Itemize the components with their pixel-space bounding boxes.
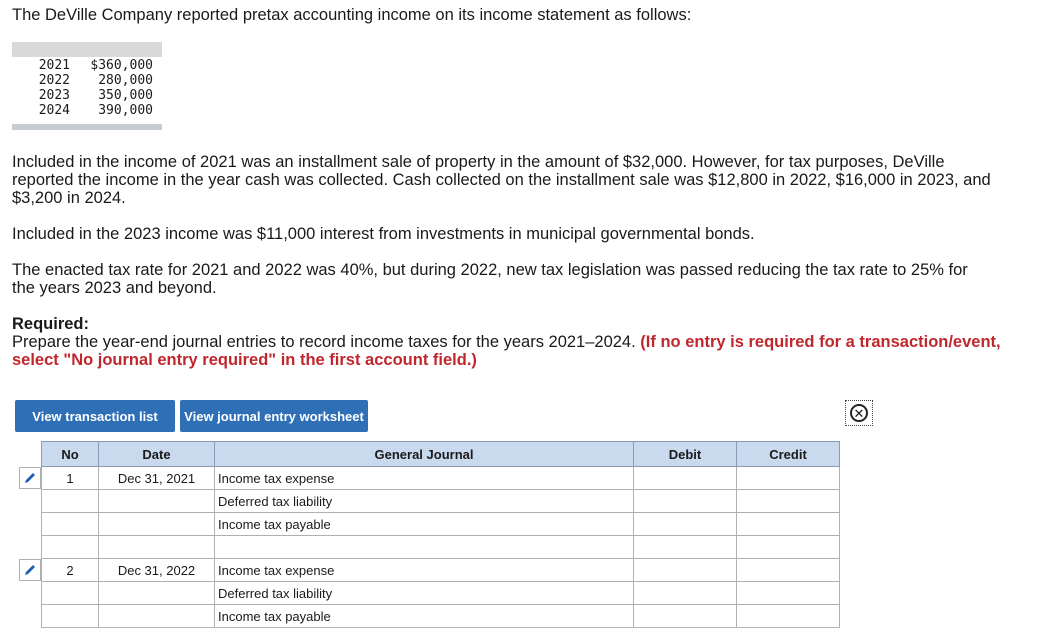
income-amount: 350,000 [98,88,153,103]
table-row [42,605,840,628]
income-year: 2022 [38,73,70,88]
income-data-box [12,42,162,130]
credit-cell[interactable] [737,536,840,559]
income-amount: 280,000 [98,73,153,88]
income-amount: $360,000 [90,58,153,73]
debit-cell[interactable] [634,536,737,559]
credit-cell[interactable] [737,605,840,628]
close-button[interactable] [845,400,873,426]
pencil-icon [23,563,37,577]
income-row [12,103,162,118]
tax-rate-paragraph [12,261,1012,297]
installment-sale-paragraph [12,153,1012,207]
view-journal-entry-worksheet-button[interactable]: View journal entry worksheet [180,400,368,432]
entry-date: Dec 31, 2021 [99,467,215,490]
required-instructions [12,333,1012,369]
view-transaction-list-button[interactable]: View transaction list [15,400,175,432]
entry-number: 1 [42,467,99,490]
data-box-top-bar [12,42,162,57]
entry-number: 2 [42,559,99,582]
bottom-fade [0,627,1051,639]
paragraph-line: The enacted tax rate for 2021 and 2022 was 40%, but during 2022, new tax legislation was passed reducing the tax rate to 25% for [12,261,968,279]
journal-table [41,441,840,628]
income-year: 2024 [38,103,70,118]
credit-cell[interactable] [737,559,840,582]
pencil-icon [23,471,37,485]
credit-cell[interactable] [737,467,840,490]
income-amount: 390,000 [98,103,153,118]
debit-cell[interactable] [634,513,737,536]
header-date: Date [99,442,215,467]
account-cell[interactable]: Income tax payable [215,605,634,628]
debit-cell[interactable] [634,467,737,490]
income-year: 2023 [38,88,70,103]
account-cell[interactable]: Deferred tax liability [215,582,634,605]
paragraph-line: the years 2023 and beyond. [12,279,217,297]
journal-header-row [42,442,840,467]
income-row [12,73,162,88]
header-no: No [42,442,99,467]
municipal-bonds-paragraph: Included in the 2023 income was $11,000 interest from investments in municipal governmental bonds. [12,225,755,243]
header-debit: Debit [634,442,737,467]
debit-cell[interactable] [634,559,737,582]
income-row [12,88,162,103]
table-row [42,513,840,536]
account-cell[interactable]: Deferred tax liability [215,490,634,513]
credit-cell[interactable] [737,582,840,605]
edit-entry-1-button[interactable] [19,467,41,489]
income-year: 2021 [38,58,70,73]
entry-date: Dec 31, 2022 [99,559,215,582]
table-row [42,490,840,513]
paragraph-line: reported the income in the year cash was collected. Cash collected on the installment sale was $12,800 in 2022, $16,000 in 2023, and [12,171,991,189]
credit-cell[interactable] [737,490,840,513]
required-text: Prepare the year-end journal entries to record income taxes for the years 2021–2024. [12,333,636,351]
required-note-part-2: select "No journal entry required" in the first account field.) [12,351,477,369]
debit-cell[interactable] [634,582,737,605]
required-heading: Required: [12,315,90,333]
table-row [42,467,840,490]
paragraph-line: Included in the income of 2021 was an installment sale of property in the amount of $32,000. However, for tax purposes, DeVille [12,153,945,171]
account-cell[interactable]: Income tax expense [215,559,634,582]
data-box-bottom-bar [12,124,162,130]
required-line-1 [12,333,1012,351]
table-row [42,536,840,559]
debit-cell[interactable] [634,605,737,628]
close-icon: ✕ [850,404,868,422]
income-row [12,58,162,73]
table-row [42,559,840,582]
account-cell[interactable]: Income tax payable [215,513,634,536]
header-general-journal: General Journal [215,442,634,467]
debit-cell[interactable] [634,490,737,513]
required-note-part-1: (If no entry is required for a transaction/event, [640,333,1001,351]
account-cell[interactable] [215,536,634,559]
credit-cell[interactable] [737,513,840,536]
intro-text: The DeVille Company reported pretax accounting income on its income statement as follows: [12,6,692,24]
paragraph-line: $3,200 in 2024. [12,189,126,207]
table-row [42,582,840,605]
header-credit: Credit [737,442,840,467]
account-cell[interactable]: Income tax expense [215,467,634,490]
income-data-rows [12,58,162,118]
edit-entry-2-button[interactable] [19,559,41,581]
